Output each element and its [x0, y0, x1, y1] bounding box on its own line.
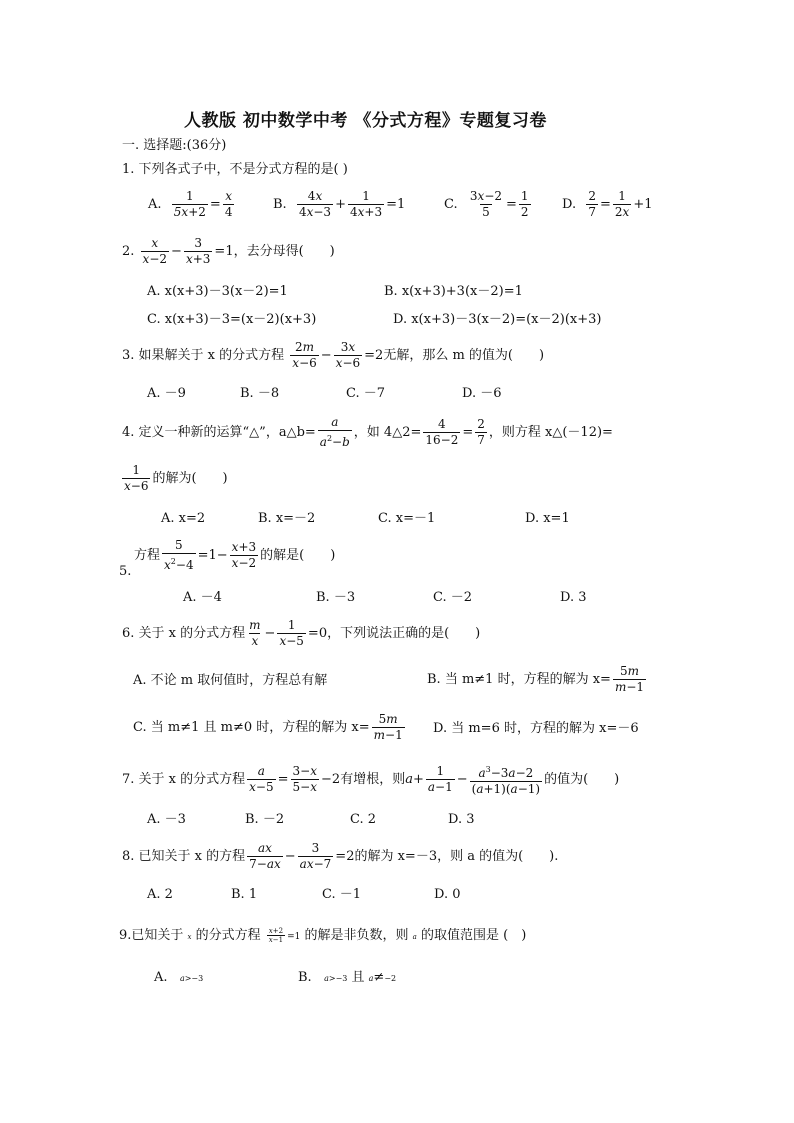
question-3-option-a: A. －9	[147, 386, 186, 401]
question-9-option-b: B. a>−3 且 a≠−2	[298, 970, 397, 985]
question-1-option-a: A. $\frac{1}{5x+2}$ = $\frac{x}{4}$	[148, 189, 233, 219]
question-9-stem: 9.已知关于 x 的分式方程 $\frac{x+2}{x-1}$ =1 的解是非负数，则 a 的取值范围是 ( )	[119, 927, 527, 944]
question-8-option-d: D. 0	[434, 887, 461, 902]
page-title: 人教版 初中数学中考 《分式方程》专题复习卷	[184, 111, 547, 131]
question-7-stem: 7. 关于 x 的分式方程 $\frac{a}{x-5}$ = $\frac{3-x}{5-x}$ −2有增根，则a+ $\frac{1}{a-1}$ − $\frac{a^3-3a-2}{(a+1)(a-1)}$ 的值为( )	[122, 764, 620, 796]
question-2-option-a: A. x(x+3)－3(x－2)=1	[147, 284, 288, 299]
question-1-stem: 1. 下列各式子中，不是分式方程的是( )	[122, 162, 348, 177]
question-8-option-b: B. 1	[231, 887, 258, 902]
question-3-option-b: B. －8	[240, 386, 280, 401]
question-7-option-c: C. 2	[350, 812, 377, 827]
question-4-option-a: A. x=2	[161, 511, 206, 526]
question-6-option-c: C. 当 m≠1 且 m≠0 时，方程的解为 x= $\frac{5m}{m-1}$	[133, 712, 403, 742]
question-8-option-a: A. 2	[147, 887, 173, 902]
question-6-option-a: A. 不论 m 取何值时，方程总有解	[133, 673, 328, 688]
question-1-option-b: B. $\frac{4x}{4x-3}$ + $\frac{1}{4x+3}$ =1	[273, 189, 406, 219]
question-5-option-b: B. －3	[316, 590, 356, 605]
question-7-option-a: A. －3	[147, 812, 186, 827]
question-6-option-b: B. 当 m≠1 时，方程的解为 x= $\frac{5m}{m-1}$	[427, 664, 645, 694]
question-5-option-c: C. －2	[433, 590, 473, 605]
question-4-stem: 4. 定义一种新的运算“△”，a△b= $\frac{a}{a^2-b}$ ，如 4△2= $\frac{4}{16-2}$ = $\frac{2}{7}$ ，则方程 x△(－12)=	[122, 415, 613, 449]
question-8-option-c: C. －1	[322, 887, 362, 902]
question-5-option-a: A. －4	[183, 590, 222, 605]
question-2-option-d: D. x(x+3)－3(x－2)=(x－2)(x+3)	[393, 312, 602, 327]
question-2-stem: 2. $\frac{x}{x-2}$ − $\frac{3}{x+3}$ =1，去分母得( )	[122, 236, 335, 266]
question-5-stem: 方程 $\frac{5}{x^2-4}$ =1− $\frac{x+3}{x-2}$ 的解是( )	[134, 538, 336, 572]
question-4-stem-line2: $\frac{1}{x-6}$ 的解为( )	[124, 463, 228, 493]
question-6-stem: 6. 关于 x 的分式方程 $\frac{m}{x}$ − $\frac{1}{x-5}$ =0，下列说法正确的是( )	[122, 618, 481, 648]
question-5-number: 5.	[119, 564, 132, 579]
question-4-option-d: D. x=1	[525, 511, 570, 526]
question-1-option-c: C. $\frac{3x-2}{5}$ = $\frac{1}{2}$	[444, 189, 529, 219]
question-7-option-b: B. －2	[245, 812, 285, 827]
question-3-stem: 3. 如果解关于 x 的分式方程 $\frac{2m}{x-6}$ − $\frac{3x}{x-6}$ =2无解，那么 m 的值为( )	[122, 340, 545, 370]
question-6-option-d: D. 当 m=6 时，方程的解为 x=－6	[433, 721, 639, 736]
question-4-option-b: B. x=－2	[258, 511, 316, 526]
question-7-option-d: D. 3	[448, 812, 475, 827]
question-3-option-d: D. －6	[462, 386, 502, 401]
question-4-option-c: C. x=－1	[378, 511, 436, 526]
question-3-option-c: C. －7	[346, 386, 386, 401]
question-8-stem: 8. 已知关于 x 的方程 $\frac{ax}{7-ax}$ − $\frac{3}{ax-7}$ =2的解为 x=－3，则 a 的值为( ).	[122, 841, 559, 871]
question-2-option-b: B. x(x+3)+3(x－2)=1	[384, 284, 523, 299]
question-2-option-c: C. x(x+3)－3=(x－2)(x+3)	[147, 312, 317, 327]
question-5-option-d: D. 3	[560, 590, 587, 605]
question-9-option-a: A. a>−3	[154, 970, 204, 985]
question-1-option-d: D. $\frac{2}{7}$ = $\frac{1}{2x}$ +1	[562, 189, 653, 219]
section-heading: 一. 选择题:(36分)	[122, 138, 227, 153]
